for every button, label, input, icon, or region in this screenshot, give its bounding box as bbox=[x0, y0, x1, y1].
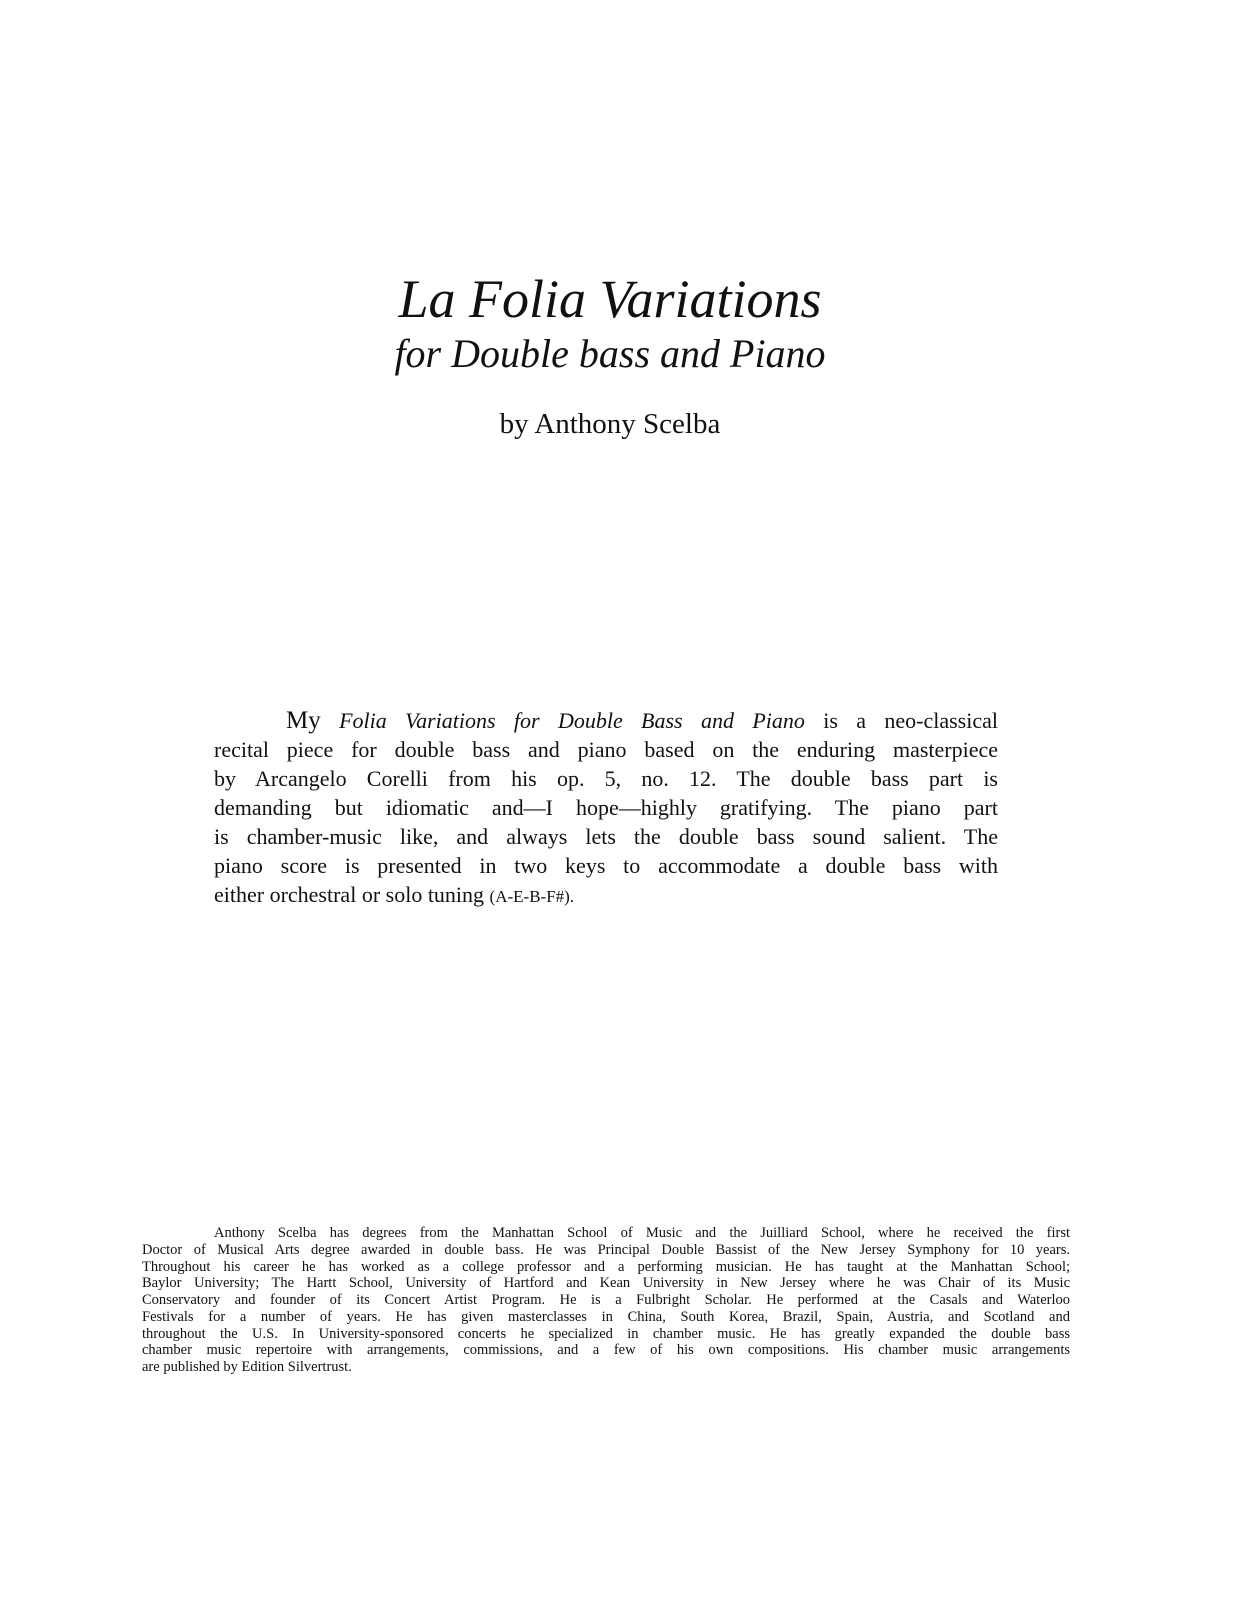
description-line: recital piece for double bass and piano based on the enduring masterpiece bbox=[214, 737, 998, 762]
bio-line: are published by Edition Silvertrust. bbox=[142, 1359, 352, 1375]
description-line: by Arcangelo Corelli from his op. 5, no. 12. The double bass part is bbox=[214, 766, 998, 791]
subtitle: for Double bass and Piano bbox=[394, 331, 826, 376]
bio-line: Throughout his career he has worked as a college professor and a performing musician. He has taught at the Manhattan School; bbox=[142, 1258, 1070, 1275]
bio-line: Anthony Scelba has degrees from the Manhattan School of Music and the Juilliard School, where he received the first bbox=[214, 1225, 1070, 1241]
work-title: Folia Variations for Double Bass and Piano bbox=[339, 708, 805, 733]
title: La Folia Variations bbox=[398, 269, 822, 329]
description-line: is chamber-music like, and always lets the double bass sound salient. The bbox=[214, 824, 998, 849]
description-line: piano score is presented in two keys to accommodate a double bass with bbox=[214, 853, 998, 878]
bio-line: chamber music repertoire with arrangements, commissions, and a few of his own compositions. His chamber music arrangements bbox=[142, 1342, 1070, 1359]
text: either orchestral or solo tuning bbox=[214, 882, 485, 907]
bio-line: Baylor University; The Hartt School, University of Hartford and Kean University in New Jersey where he was Chair of its Music bbox=[142, 1275, 1070, 1292]
description-line bbox=[214, 880, 998, 909]
text: is a neo-classical bbox=[823, 708, 999, 733]
bio-line: Festivals for a number of years. He has given masterclasses in China, South Korea, Brazil, Spain, Austria, and Scotland and bbox=[142, 1308, 1070, 1325]
text: My bbox=[286, 707, 321, 734]
tuning: (A-E-B-F#). bbox=[489, 887, 575, 906]
description-line bbox=[286, 706, 998, 735]
byline: by Anthony Scelba bbox=[499, 408, 721, 440]
bio-line: Conservatory and founder of its Concert Artist Program. He is a Fulbright Scholar. He performed at the Casals and Waterloo bbox=[142, 1292, 1070, 1308]
description-line: demanding but idiomatic and—I hope—highly gratifying. The piano part bbox=[214, 795, 998, 820]
bio-line: Doctor of Musical Arts degree awarded in double bass. He was Principal Double Bassist of the New Jersey Symphony for 10 years. bbox=[142, 1241, 1070, 1258]
bio-line: throughout the U.S. In University-sponsored concerts he specialized in chamber music. He has greatly expanded the double bass bbox=[142, 1325, 1070, 1342]
